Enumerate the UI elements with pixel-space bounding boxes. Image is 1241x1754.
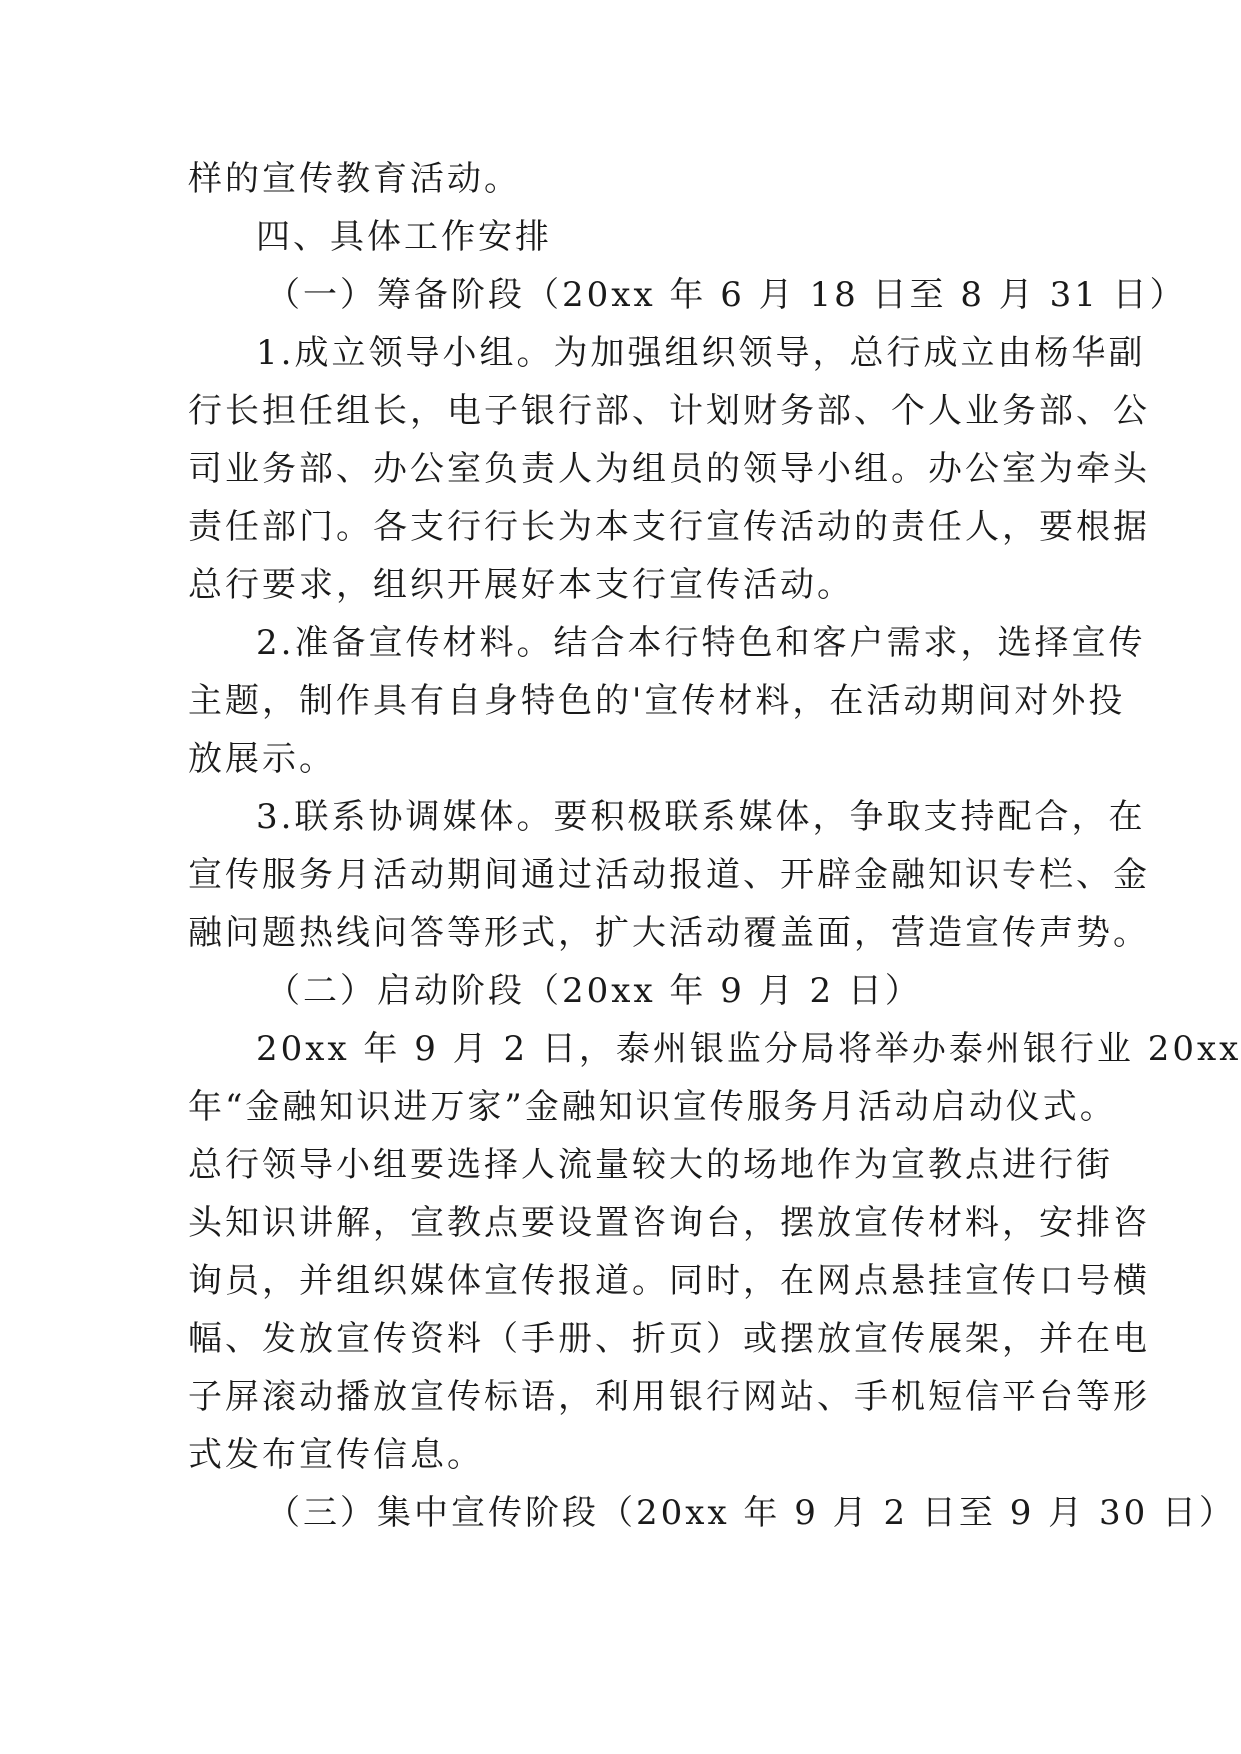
paragraph-line: 询员，并组织媒体宣传报道。同时，在网点悬挂宣传口号横 [188, 1261, 1150, 1301]
paragraph-line: 幅、发放宣传资料（手册、折页）或摆放宣传展架，并在电 [188, 1319, 1150, 1359]
paragraph-line: 头知识讲解，宣教点要设置咨询台，摆放宣传材料，安排咨 [188, 1203, 1150, 1243]
paragraph-line: 2.准备宣传材料。结合本行特色和客户需求，选择宣传 [256, 623, 1146, 663]
paragraph-continuation: 样的宣传教育活动。 [188, 159, 521, 199]
paragraph-line: 1.成立领导小组。为加强组织领导，总行成立由杨华副 [256, 333, 1146, 373]
subsection-heading: （二）启动阶段（20xx 年 9 月 2 日） [266, 971, 922, 1011]
paragraph-line: 20xx 年 9 月 2 日，泰州银监分局将举办泰州银行业 20xx [256, 1029, 1241, 1069]
paragraph-line: 年“金融知识进万家”金融知识宣传服务月活动启动仪式。 [188, 1087, 1117, 1127]
paragraph-line: 司业务部、办公室负责人为组员的领导小组。办公室为牵头 [188, 449, 1150, 489]
paragraph-line: 融问题热线问答等形式，扩大活动覆盖面，营造宣传声势。 [188, 913, 1150, 953]
subsection-heading: （一）筹备阶段（20xx 年 6 月 18 日至 8 月 31 日） [266, 275, 1187, 315]
paragraph-line: 3.联系协调媒体。要积极联系媒体，争取支持配合，在 [256, 797, 1146, 837]
paragraph-line: 行长担任组长，电子银行部、计划财务部、个人业务部、公 [188, 391, 1150, 431]
paragraph-line: 式发布宣传信息。 [188, 1435, 484, 1475]
paragraph-line: 总行要求，组织开展好本支行宣传活动。 [188, 565, 854, 605]
paragraph-line: 主题，制作具有自身特色的'宣传材料，在活动期间对外投 [188, 681, 1126, 721]
paragraph-line: 放展示。 [188, 739, 336, 779]
subsection-heading: （三）集中宣传阶段（20xx 年 9 月 2 日至 9 月 30 日） [266, 1493, 1237, 1533]
paragraph-line: 总行领导小组要选择人流量较大的场地作为宣教点进行街 [188, 1145, 1113, 1185]
paragraph-line: 责任部门。各支行行长为本支行宣传活动的责任人，要根据 [188, 507, 1150, 547]
paragraph-line: 子屏滚动播放宣传标语，利用银行网站、手机短信平台等形 [188, 1377, 1150, 1417]
section-heading: 四、具体工作安排 [256, 217, 552, 257]
paragraph-line: 宣传服务月活动期间通过活动报道、开辟金融知识专栏、金 [188, 855, 1150, 895]
document-body [188, 150, 1241, 1542]
